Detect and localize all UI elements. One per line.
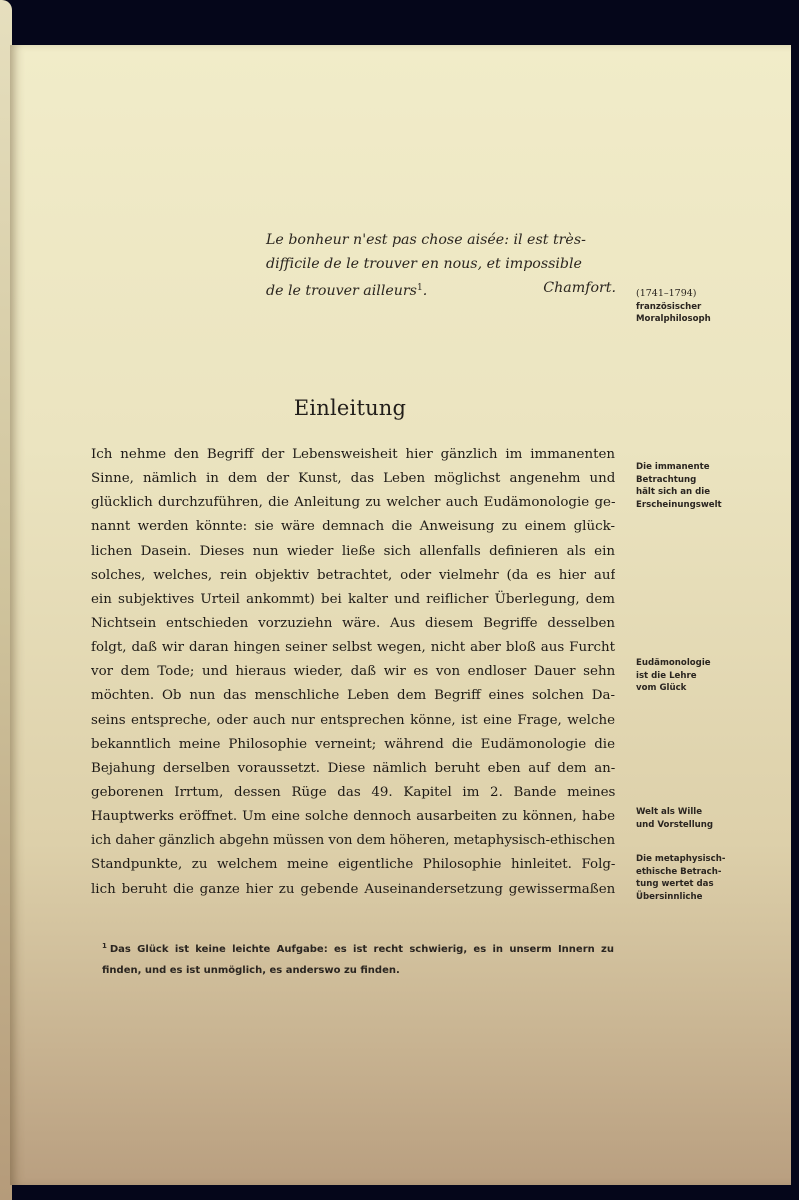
margin-note-immanent [636,461,722,511]
body-line: Sinne, nämlich in dem der Kunst, das Leben möglichst angenehm und [91,471,615,487]
margin-note-line: hält sich an die [636,487,711,497]
footnote-line: finden, und es ist unmöglich, es anderswo zu finden. [102,965,400,976]
footnote-marker: 1 [102,942,107,950]
body-line: geborenen Irrtum, dessen Rüge das 49. Kapitel im 2. Bande meines [91,784,615,800]
body-line: bekanntlich meine Philosophie verneint; während die Eudämonologie die [91,736,615,752]
body-line: Ich nehme den Begriff der Lebensweisheit hier gänzlich im immanenten [91,447,615,462]
body-line: ein subjektives Urteil ankommt) bei kalter und reiflicher Überlegung, dem [91,591,615,607]
margin-note-line: Die metaphysisch- [636,854,726,864]
margin-note-line: Betrachtung [636,474,697,485]
margin-note-metaphysical [636,853,725,903]
body-line: solches, welches, rein objektiv betrachtet, oder vielmehr (da es hier auf [91,567,615,583]
chapter-heading: Einleitung [293,396,407,420]
margin-note-line: und Vorstellung [636,819,714,830]
body-line: möchten. Ob nun das menschliche Leben dem Begriff eines solchen Da- [91,688,615,704]
body-line: vor dem Tode; und hieraus wieder, daß wir es von endloser Dauer sehn [91,664,615,680]
margin-note-line: vom Glück [636,683,687,693]
margin-note-line: tung wertet das [636,879,714,889]
body-line: seins entspreche, oder auch nur entsprechen könne, ist eine Frage, welche [91,712,615,728]
footnote-text: Das Glück ist keine leichte Aufgabe: es ist recht schwierig, es in unserm Innern zu [109,944,614,955]
epigraph-line: difficile de le trouver en nous, et impossible [266,256,582,272]
margin-note-line: Die immanente [636,462,710,472]
epigraph-line: Le bonheur n'est pas chose aisée: il est très- [266,232,586,248]
margin-note-chamfort [636,288,711,326]
epigraph-period: . [422,283,428,299]
epigraph-last-line [266,276,616,303]
epigraph [266,228,616,303]
margin-note-eudaemonology [636,657,711,695]
epigraph-line: de le trouver ailleurs [266,283,417,299]
margin-note-line: ethische Betrach- [636,866,722,877]
margin-note-line: ist die Lehre [636,670,697,681]
body-line: folgt, daß wir daran hingen seiner selbst wegen, nicht aber bloß aus Furcht [91,640,615,656]
body-line: glücklich durchzuführen, die Anleitung zu welcher auch Eudämonologie ge- [91,495,615,511]
margin-note-dates: (1741–1794) [636,288,697,299]
margin-note-line: französischer [636,301,702,312]
margin-note-line: Welt als Wille [636,807,703,817]
epigraph-author: Chamfort. [543,280,616,296]
footnote-line [102,936,614,960]
body-line: lichen Dasein. Dieses nun wieder ließe sich allenfalls definieren als ein [91,543,615,559]
body-line: nannt werden könnte: sie wäre demnach die Anweisung zu einem glück- [91,519,615,535]
footnote [102,936,614,981]
margin-note-line: Erscheinungswelt [636,499,722,510]
body-line: Nichtsein entschieden vorzuziehn wäre. Aus diesem Begriffe desselben [91,615,615,631]
margin-note-world-as-will [636,806,713,831]
margin-note-line: Moralphilosoph [636,314,711,324]
body-paragraph [91,443,615,902]
epigraph-line-end [266,276,427,303]
body-line: Hauptwerks eröffnet. Um eine solche dennoch ausarbeiten zu können, habe [91,809,615,825]
body-line: Bejahung derselben voraussetzt. Diese nämlich beruht eben auf dem an- [91,760,615,776]
margin-note-line: Eudämonologie [636,658,711,668]
body-line: ich daher gänzlich abgehn müssen von dem höheren, metaphysisch-ethischen [91,833,615,849]
body-line: Standpunkte, zu welchem meine eigentliche Philosophie hinleitet. Folg- [91,857,615,873]
body-line: lich beruht die ganze hier zu gebende Auseinandersetzung gewissermaßen [91,881,615,897]
footnote-reference: 1 [416,283,423,293]
margin-note-line: Übersinnliche [636,891,703,902]
